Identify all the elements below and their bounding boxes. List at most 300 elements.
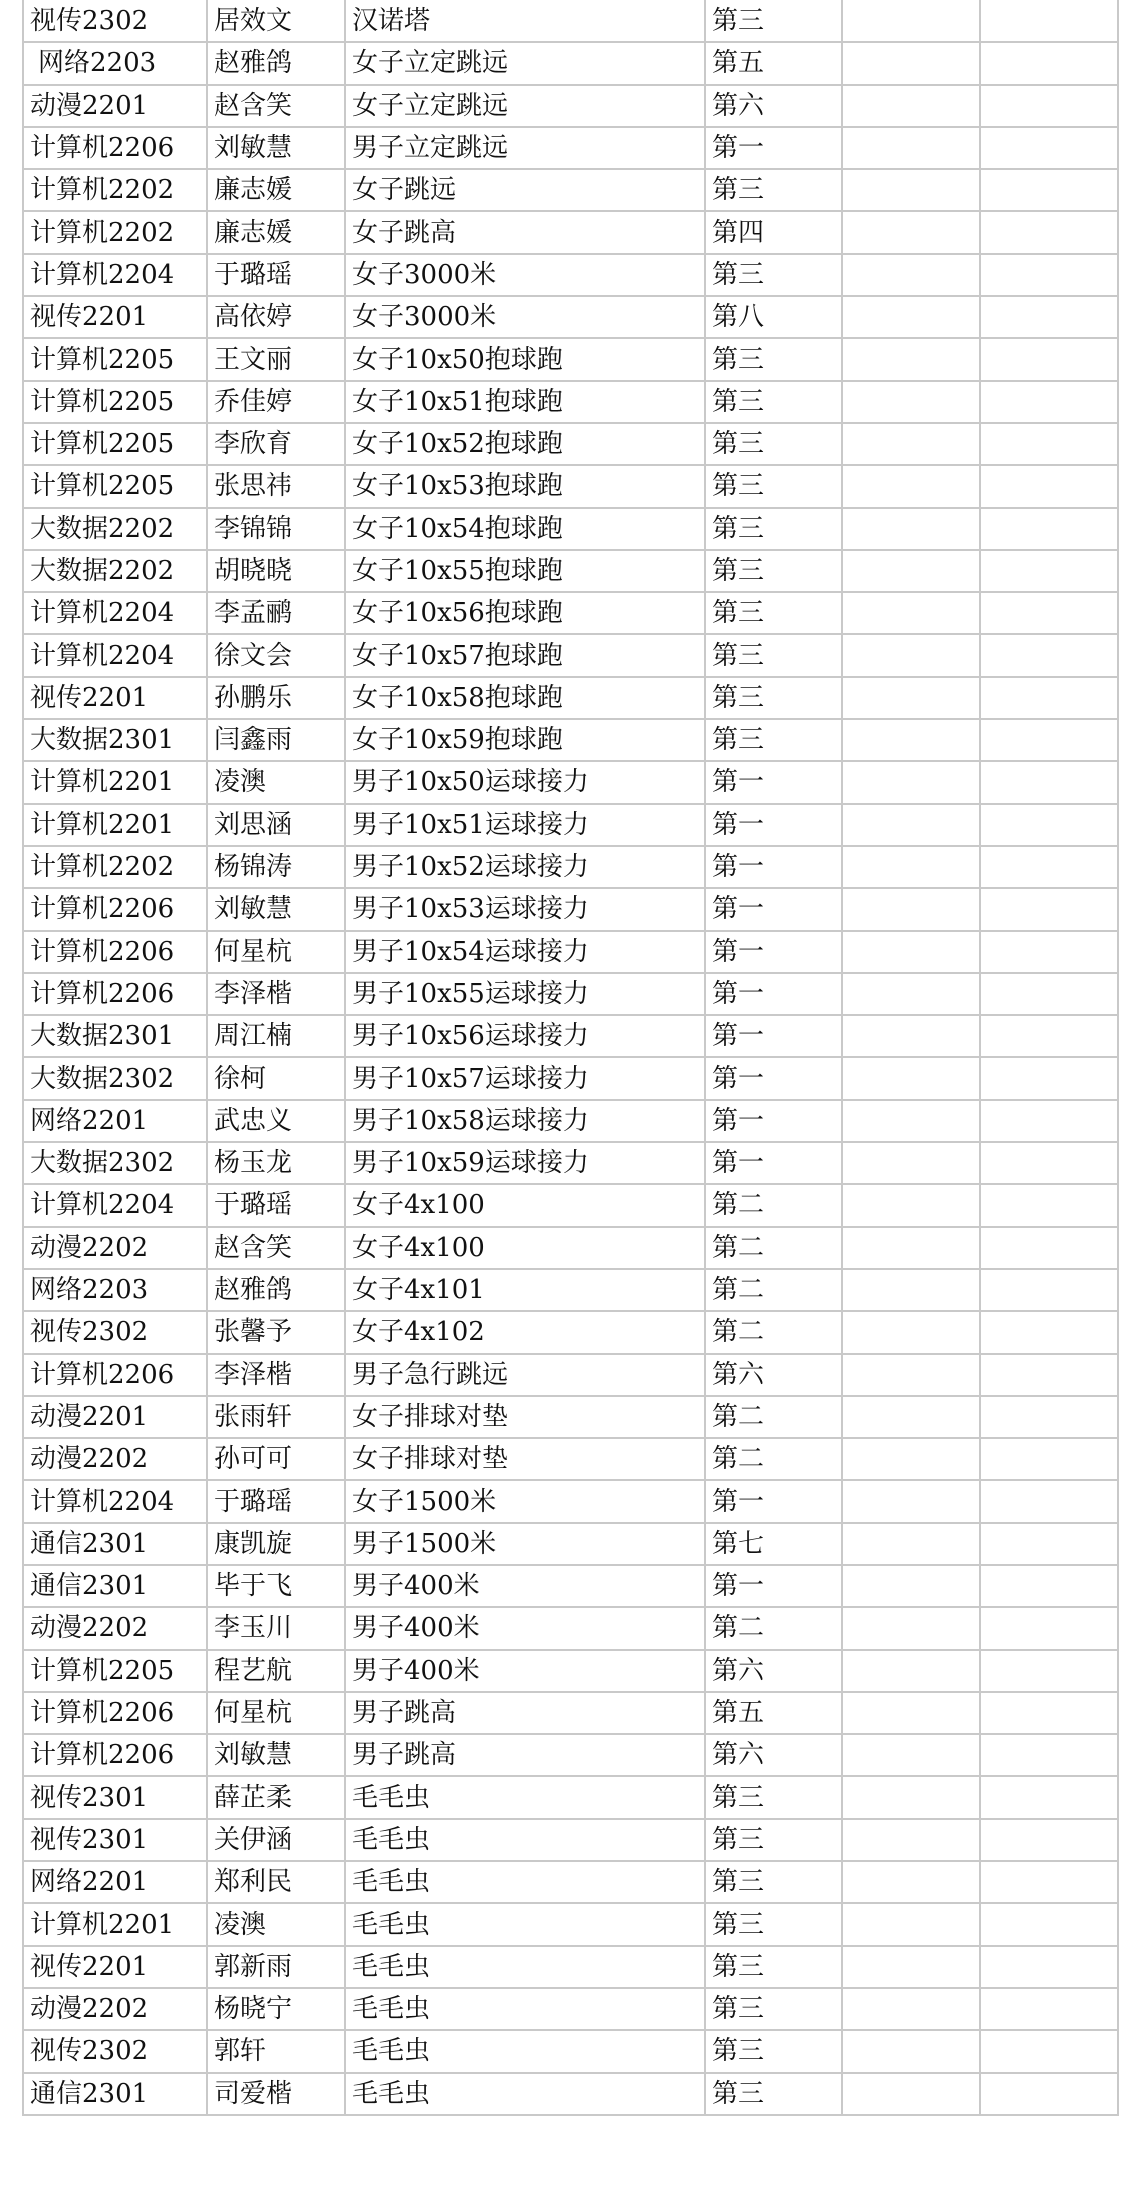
event-cell: 女子4x100 bbox=[345, 1184, 705, 1226]
empty-cell bbox=[980, 169, 1118, 211]
event-cell: 毛毛虫 bbox=[345, 1946, 705, 1988]
table-row bbox=[23, 592, 1118, 634]
rank-cell: 第三 bbox=[705, 1946, 842, 1988]
empty-cell bbox=[980, 1100, 1118, 1142]
event-cell: 女子立定跳远 bbox=[345, 85, 705, 127]
empty-cell bbox=[842, 888, 980, 930]
empty-cell bbox=[980, 1269, 1118, 1311]
rank-cell: 第三 bbox=[705, 592, 842, 634]
rank-cell: 第五 bbox=[705, 1692, 842, 1734]
table-row bbox=[23, 1438, 1118, 1480]
name-cell: 徐柯 bbox=[207, 1057, 345, 1099]
event-cell: 毛毛虫 bbox=[345, 1903, 705, 1945]
empty-cell bbox=[980, 508, 1118, 550]
table-row bbox=[23, 1354, 1118, 1396]
rank-cell: 第二 bbox=[705, 1227, 842, 1269]
empty-cell bbox=[842, 1946, 980, 1988]
rank-cell: 第三 bbox=[705, 423, 842, 465]
event-cell: 毛毛虫 bbox=[345, 1819, 705, 1861]
empty-cell bbox=[842, 931, 980, 973]
rank-cell: 第六 bbox=[705, 1734, 842, 1776]
rank-cell: 第一 bbox=[705, 804, 842, 846]
table-row bbox=[23, 1480, 1118, 1522]
class-cell: 计算机2204 bbox=[23, 1480, 207, 1522]
empty-cell bbox=[980, 1692, 1118, 1734]
name-cell: 凌澳 bbox=[207, 1903, 345, 1945]
table-row bbox=[23, 381, 1118, 423]
class-cell: 视传2302 bbox=[23, 0, 207, 42]
name-cell: 闫鑫雨 bbox=[207, 719, 345, 761]
class-cell: 动漫2202 bbox=[23, 1438, 207, 1480]
class-cell: 计算机2201 bbox=[23, 1903, 207, 1945]
empty-cell bbox=[980, 1015, 1118, 1057]
table-row bbox=[23, 1946, 1118, 1988]
rank-cell: 第一 bbox=[705, 761, 842, 803]
empty-cell bbox=[842, 592, 980, 634]
table-row bbox=[23, 1988, 1118, 2030]
table-row bbox=[23, 719, 1118, 761]
name-cell: 周江楠 bbox=[207, 1015, 345, 1057]
rank-cell: 第六 bbox=[705, 85, 842, 127]
event-cell: 女子排球对垫 bbox=[345, 1396, 705, 1438]
event-cell: 男子10x53运球接力 bbox=[345, 888, 705, 930]
class-cell: 动漫2202 bbox=[23, 1988, 207, 2030]
table-row bbox=[23, 296, 1118, 338]
name-cell: 孙可可 bbox=[207, 1438, 345, 1480]
empty-cell bbox=[980, 1523, 1118, 1565]
name-cell: 凌澳 bbox=[207, 761, 345, 803]
empty-cell bbox=[842, 1269, 980, 1311]
empty-cell bbox=[980, 1607, 1118, 1649]
name-cell: 赵含笑 bbox=[207, 85, 345, 127]
empty-cell bbox=[842, 1396, 980, 1438]
event-cell: 女子10x50抱球跑 bbox=[345, 338, 705, 380]
empty-cell bbox=[980, 931, 1118, 973]
results-table-body bbox=[23, 0, 1118, 2115]
name-cell: 刘敏慧 bbox=[207, 1734, 345, 1776]
table-row bbox=[23, 931, 1118, 973]
rank-cell: 第二 bbox=[705, 1269, 842, 1311]
name-cell: 李欣育 bbox=[207, 423, 345, 465]
empty-cell bbox=[980, 1057, 1118, 1099]
table-row bbox=[23, 2073, 1118, 2115]
event-cell: 男子10x58运球接力 bbox=[345, 1100, 705, 1142]
event-cell: 毛毛虫 bbox=[345, 1988, 705, 2030]
table-row bbox=[23, 1565, 1118, 1607]
empty-cell bbox=[980, 719, 1118, 761]
event-cell: 女子10x51抱球跑 bbox=[345, 381, 705, 423]
empty-cell bbox=[842, 254, 980, 296]
table-row bbox=[23, 1057, 1118, 1099]
empty-cell bbox=[842, 1861, 980, 1903]
empty-cell bbox=[842, 423, 980, 465]
table-row bbox=[23, 254, 1118, 296]
class-cell: 大数据2301 bbox=[23, 719, 207, 761]
empty-cell bbox=[980, 1946, 1118, 1988]
empty-cell bbox=[842, 211, 980, 253]
rank-cell: 第二 bbox=[705, 1438, 842, 1480]
table-row bbox=[23, 1861, 1118, 1903]
class-cell: 大数据2302 bbox=[23, 1142, 207, 1184]
rank-cell: 第六 bbox=[705, 1650, 842, 1692]
empty-cell bbox=[842, 1650, 980, 1692]
empty-cell bbox=[980, 804, 1118, 846]
class-cell: 计算机2204 bbox=[23, 254, 207, 296]
class-cell: 计算机2202 bbox=[23, 169, 207, 211]
empty-cell bbox=[980, 973, 1118, 1015]
class-cell: 通信2301 bbox=[23, 1523, 207, 1565]
name-cell: 徐文会 bbox=[207, 634, 345, 676]
table-row bbox=[23, 634, 1118, 676]
empty-cell bbox=[980, 0, 1118, 42]
empty-cell bbox=[842, 677, 980, 719]
empty-cell bbox=[980, 127, 1118, 169]
event-cell: 女子跳高 bbox=[345, 211, 705, 253]
class-cell: 动漫2202 bbox=[23, 1607, 207, 1649]
empty-cell bbox=[980, 381, 1118, 423]
table-row bbox=[23, 423, 1118, 465]
class-cell: 通信2301 bbox=[23, 1565, 207, 1607]
name-cell: 毕于飞 bbox=[207, 1565, 345, 1607]
empty-cell bbox=[980, 338, 1118, 380]
name-cell: 何星杭 bbox=[207, 1692, 345, 1734]
table-row bbox=[23, 508, 1118, 550]
empty-cell bbox=[842, 1480, 980, 1522]
empty-cell bbox=[980, 85, 1118, 127]
name-cell: 赵雅鸽 bbox=[207, 1269, 345, 1311]
event-cell: 男子急行跳远 bbox=[345, 1354, 705, 1396]
table-row bbox=[23, 1523, 1118, 1565]
empty-cell bbox=[842, 1607, 980, 1649]
rank-cell: 第三 bbox=[705, 465, 842, 507]
empty-cell bbox=[842, 465, 980, 507]
empty-cell bbox=[980, 1184, 1118, 1226]
event-cell: 汉诺塔 bbox=[345, 0, 705, 42]
table-row bbox=[23, 1903, 1118, 1945]
empty-cell bbox=[842, 1565, 980, 1607]
class-cell: 视传2201 bbox=[23, 1946, 207, 1988]
event-cell: 女子排球对垫 bbox=[345, 1438, 705, 1480]
rank-cell: 第一 bbox=[705, 1565, 842, 1607]
empty-cell bbox=[842, 296, 980, 338]
empty-cell bbox=[980, 677, 1118, 719]
class-cell: 计算机2204 bbox=[23, 592, 207, 634]
name-cell: 杨玉龙 bbox=[207, 1142, 345, 1184]
event-cell: 女子10x54抱球跑 bbox=[345, 508, 705, 550]
event-cell: 女子10x53抱球跑 bbox=[345, 465, 705, 507]
table-row bbox=[23, 1015, 1118, 1057]
class-cell: 计算机2204 bbox=[23, 1184, 207, 1226]
name-cell: 于璐瑶 bbox=[207, 1480, 345, 1522]
class-cell: 通信2301 bbox=[23, 2073, 207, 2115]
name-cell: 赵雅鸽 bbox=[207, 42, 345, 84]
name-cell: 刘敏慧 bbox=[207, 127, 345, 169]
rank-cell: 第五 bbox=[705, 42, 842, 84]
rank-cell: 第一 bbox=[705, 1057, 842, 1099]
class-cell: 计算机2202 bbox=[23, 211, 207, 253]
empty-cell bbox=[842, 1692, 980, 1734]
empty-cell bbox=[842, 719, 980, 761]
name-cell: 张雨轩 bbox=[207, 1396, 345, 1438]
class-cell: 动漫2202 bbox=[23, 1227, 207, 1269]
event-cell: 女子4x100 bbox=[345, 1227, 705, 1269]
rank-cell: 第七 bbox=[705, 1523, 842, 1565]
class-cell: 视传2301 bbox=[23, 1819, 207, 1861]
empty-cell bbox=[842, 0, 980, 42]
empty-cell bbox=[980, 761, 1118, 803]
empty-cell bbox=[842, 338, 980, 380]
empty-cell bbox=[980, 1142, 1118, 1184]
table-row bbox=[23, 1100, 1118, 1142]
empty-cell bbox=[980, 211, 1118, 253]
event-cell: 男子10x56运球接力 bbox=[345, 1015, 705, 1057]
table-row bbox=[23, 888, 1118, 930]
name-cell: 杨锦涛 bbox=[207, 846, 345, 888]
table-row bbox=[23, 1311, 1118, 1353]
event-cell: 女子跳远 bbox=[345, 169, 705, 211]
event-cell: 女子10x55抱球跑 bbox=[345, 550, 705, 592]
rank-cell: 第一 bbox=[705, 1480, 842, 1522]
name-cell: 何星杭 bbox=[207, 931, 345, 973]
rank-cell: 第一 bbox=[705, 127, 842, 169]
empty-cell bbox=[842, 1311, 980, 1353]
table-row bbox=[23, 211, 1118, 253]
name-cell: 赵含笑 bbox=[207, 1227, 345, 1269]
empty-cell bbox=[842, 1015, 980, 1057]
table-row bbox=[23, 973, 1118, 1015]
empty-cell bbox=[842, 1184, 980, 1226]
empty-cell bbox=[842, 127, 980, 169]
event-cell: 女子1500米 bbox=[345, 1480, 705, 1522]
name-cell: 居效文 bbox=[207, 0, 345, 42]
name-cell: 关伊涵 bbox=[207, 1819, 345, 1861]
table-row bbox=[23, 85, 1118, 127]
class-cell: 视传2201 bbox=[23, 677, 207, 719]
class-cell: 视传2302 bbox=[23, 2030, 207, 2072]
rank-cell: 第三 bbox=[705, 2030, 842, 2072]
class-cell: 网络2203 bbox=[23, 1269, 207, 1311]
table-row bbox=[23, 1692, 1118, 1734]
rank-cell: 第一 bbox=[705, 1142, 842, 1184]
empty-cell bbox=[980, 1480, 1118, 1522]
event-cell: 女子10x59抱球跑 bbox=[345, 719, 705, 761]
empty-cell bbox=[842, 1100, 980, 1142]
name-cell: 廉志媛 bbox=[207, 169, 345, 211]
empty-cell bbox=[980, 1988, 1118, 2030]
event-cell: 女子立定跳远 bbox=[345, 42, 705, 84]
table-row bbox=[23, 1396, 1118, 1438]
event-cell: 女子4x101 bbox=[345, 1269, 705, 1311]
empty-cell bbox=[980, 1776, 1118, 1818]
name-cell: 郭轩 bbox=[207, 2030, 345, 2072]
name-cell: 胡晓晓 bbox=[207, 550, 345, 592]
event-cell: 男子10x59运球接力 bbox=[345, 1142, 705, 1184]
rank-cell: 第八 bbox=[705, 296, 842, 338]
table-row bbox=[23, 550, 1118, 592]
rank-cell: 第三 bbox=[705, 1903, 842, 1945]
empty-cell bbox=[980, 1311, 1118, 1353]
rank-cell: 第一 bbox=[705, 846, 842, 888]
table-row bbox=[23, 465, 1118, 507]
name-cell: 李泽楷 bbox=[207, 973, 345, 1015]
table-row bbox=[23, 0, 1118, 42]
class-cell: 视传2201 bbox=[23, 296, 207, 338]
rank-cell: 第三 bbox=[705, 381, 842, 423]
empty-cell bbox=[842, 1142, 980, 1184]
event-cell: 毛毛虫 bbox=[345, 1861, 705, 1903]
name-cell: 刘敏慧 bbox=[207, 888, 345, 930]
event-cell: 女子10x58抱球跑 bbox=[345, 677, 705, 719]
event-cell: 男子10x51运球接力 bbox=[345, 804, 705, 846]
event-cell: 女子4x102 bbox=[345, 1311, 705, 1353]
rank-cell: 第三 bbox=[705, 338, 842, 380]
empty-cell bbox=[842, 1776, 980, 1818]
event-cell: 男子10x57运球接力 bbox=[345, 1057, 705, 1099]
results-table bbox=[22, 0, 1119, 2116]
empty-cell bbox=[842, 1354, 980, 1396]
event-cell: 男子跳高 bbox=[345, 1692, 705, 1734]
name-cell: 张思祎 bbox=[207, 465, 345, 507]
rank-cell: 第三 bbox=[705, 508, 842, 550]
empty-cell bbox=[842, 42, 980, 84]
rank-cell: 第二 bbox=[705, 1607, 842, 1649]
rank-cell: 第四 bbox=[705, 211, 842, 253]
table-row bbox=[23, 1142, 1118, 1184]
name-cell: 高依婷 bbox=[207, 296, 345, 338]
rank-cell: 第二 bbox=[705, 1396, 842, 1438]
empty-cell bbox=[980, 888, 1118, 930]
event-cell: 毛毛虫 bbox=[345, 2073, 705, 2115]
name-cell: 李泽楷 bbox=[207, 1354, 345, 1396]
table-row bbox=[23, 804, 1118, 846]
empty-cell bbox=[980, 1227, 1118, 1269]
name-cell: 薛芷柔 bbox=[207, 1776, 345, 1818]
event-cell: 女子10x52抱球跑 bbox=[345, 423, 705, 465]
name-cell: 乔佳婷 bbox=[207, 381, 345, 423]
table-row bbox=[23, 1819, 1118, 1861]
class-cell: 大数据2301 bbox=[23, 1015, 207, 1057]
empty-cell bbox=[980, 1861, 1118, 1903]
name-cell: 李玉川 bbox=[207, 1607, 345, 1649]
name-cell: 武忠义 bbox=[207, 1100, 345, 1142]
class-cell: 计算机2205 bbox=[23, 381, 207, 423]
name-cell: 杨晓宁 bbox=[207, 1988, 345, 2030]
name-cell: 程艺航 bbox=[207, 1650, 345, 1692]
empty-cell bbox=[842, 1734, 980, 1776]
name-cell: 于璐瑶 bbox=[207, 254, 345, 296]
empty-cell bbox=[980, 1565, 1118, 1607]
class-cell: 视传2302 bbox=[23, 1311, 207, 1353]
table-row bbox=[23, 127, 1118, 169]
event-cell: 男子1500米 bbox=[345, 1523, 705, 1565]
class-cell: 计算机2204 bbox=[23, 634, 207, 676]
event-cell: 男子立定跳远 bbox=[345, 127, 705, 169]
empty-cell bbox=[842, 1523, 980, 1565]
table-row bbox=[23, 1650, 1118, 1692]
class-cell: 动漫2201 bbox=[23, 85, 207, 127]
empty-cell bbox=[980, 254, 1118, 296]
name-cell: 廉志媛 bbox=[207, 211, 345, 253]
name-cell: 李孟鹂 bbox=[207, 592, 345, 634]
empty-cell bbox=[980, 423, 1118, 465]
rank-cell: 第三 bbox=[705, 2073, 842, 2115]
class-cell: 计算机2202 bbox=[23, 846, 207, 888]
empty-cell bbox=[980, 465, 1118, 507]
class-cell: 计算机2205 bbox=[23, 423, 207, 465]
empty-cell bbox=[980, 1438, 1118, 1480]
event-cell: 男子400米 bbox=[345, 1650, 705, 1692]
event-cell: 女子3000米 bbox=[345, 254, 705, 296]
event-cell: 男子10x52运球接力 bbox=[345, 846, 705, 888]
event-cell: 女子3000米 bbox=[345, 296, 705, 338]
rank-cell: 第三 bbox=[705, 1861, 842, 1903]
rank-cell: 第三 bbox=[705, 1819, 842, 1861]
empty-cell bbox=[842, 1819, 980, 1861]
table-row bbox=[23, 42, 1118, 84]
event-cell: 毛毛虫 bbox=[345, 2030, 705, 2072]
event-cell: 男子10x54运球接力 bbox=[345, 931, 705, 973]
event-cell: 男子400米 bbox=[345, 1565, 705, 1607]
rank-cell: 第三 bbox=[705, 634, 842, 676]
table-row bbox=[23, 761, 1118, 803]
rank-cell: 第二 bbox=[705, 1184, 842, 1226]
name-cell: 康凯旋 bbox=[207, 1523, 345, 1565]
empty-cell bbox=[980, 2073, 1118, 2115]
rank-cell: 第二 bbox=[705, 1311, 842, 1353]
class-cell: 计算机2205 bbox=[23, 338, 207, 380]
event-cell: 女子10x57抱球跑 bbox=[345, 634, 705, 676]
empty-cell bbox=[842, 2030, 980, 2072]
empty-cell bbox=[842, 169, 980, 211]
class-cell: 计算机2206 bbox=[23, 1692, 207, 1734]
rank-cell: 第三 bbox=[705, 677, 842, 719]
event-cell: 男子400米 bbox=[345, 1607, 705, 1649]
rank-cell: 第三 bbox=[705, 719, 842, 761]
rank-cell: 第三 bbox=[705, 0, 842, 42]
empty-cell bbox=[980, 1819, 1118, 1861]
class-cell: 计算机2205 bbox=[23, 465, 207, 507]
empty-cell bbox=[842, 550, 980, 592]
rank-cell: 第六 bbox=[705, 1354, 842, 1396]
empty-cell bbox=[842, 634, 980, 676]
name-cell: 刘思涵 bbox=[207, 804, 345, 846]
table-row bbox=[23, 1607, 1118, 1649]
empty-cell bbox=[842, 761, 980, 803]
class-cell: 计算机2206 bbox=[23, 888, 207, 930]
empty-cell bbox=[842, 381, 980, 423]
class-cell: 网络2203 bbox=[23, 42, 207, 84]
name-cell: 于璐瑶 bbox=[207, 1184, 345, 1226]
class-cell: 计算机2206 bbox=[23, 127, 207, 169]
empty-cell bbox=[842, 2073, 980, 2115]
class-cell: 动漫2201 bbox=[23, 1396, 207, 1438]
empty-cell bbox=[842, 1227, 980, 1269]
rank-cell: 第三 bbox=[705, 550, 842, 592]
rank-cell: 第三 bbox=[705, 1988, 842, 2030]
rank-cell: 第一 bbox=[705, 1015, 842, 1057]
table-row bbox=[23, 169, 1118, 211]
table-row bbox=[23, 677, 1118, 719]
name-cell: 王文丽 bbox=[207, 338, 345, 380]
class-cell: 大数据2202 bbox=[23, 550, 207, 592]
rank-cell: 第三 bbox=[705, 169, 842, 211]
empty-cell bbox=[980, 1396, 1118, 1438]
class-cell: 计算机2206 bbox=[23, 1734, 207, 1776]
empty-cell bbox=[980, 1354, 1118, 1396]
empty-cell bbox=[980, 42, 1118, 84]
empty-cell bbox=[980, 2030, 1118, 2072]
empty-cell bbox=[980, 592, 1118, 634]
